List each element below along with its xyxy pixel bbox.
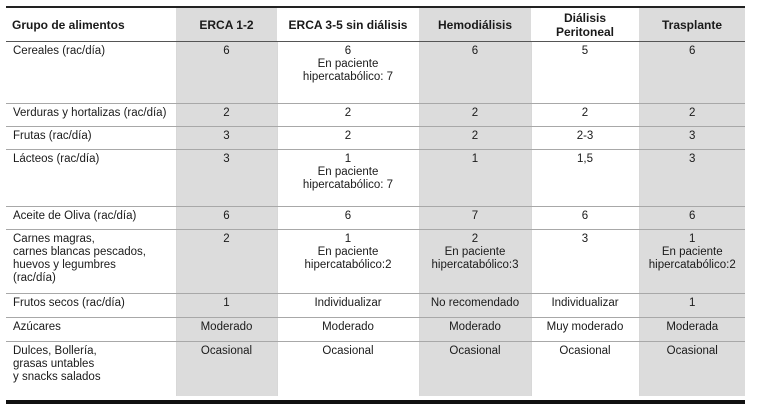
table-cell (419, 230, 531, 294)
cell-line: Individualizar (551, 297, 619, 309)
table-cell (531, 127, 639, 150)
cell-line: 2 (223, 233, 230, 245)
cell-line: Frutos secos (rac/día) (13, 297, 125, 309)
table-cell (531, 207, 639, 230)
table-row (6, 230, 745, 294)
cell-line: Cereales (rac/día) (13, 45, 106, 57)
food-group-label (6, 318, 176, 342)
table-cell (639, 294, 745, 318)
table-cell (277, 294, 419, 318)
table-cell (419, 207, 531, 230)
header-food-group: Grupo de alimentos (6, 8, 176, 42)
table-row (6, 207, 745, 230)
table-cell (176, 318, 277, 342)
cell-line: 6 (471, 45, 479, 57)
table-cell (419, 342, 531, 397)
table-cell (277, 318, 419, 342)
cell-line: Carnes magras, (13, 233, 95, 245)
cell-line: 2 (344, 130, 352, 142)
cell-line: En paciente (317, 166, 379, 178)
table-cell (419, 150, 531, 207)
table-cell (639, 207, 745, 230)
cell-line: 2 (223, 107, 230, 119)
cell-line: Azúcares (13, 321, 61, 333)
table-cell (176, 42, 277, 104)
cell-line: Ocasional (559, 345, 611, 357)
table-cell (277, 207, 419, 230)
table-cell (531, 150, 639, 207)
table-cell (639, 42, 745, 104)
table-row (6, 127, 745, 150)
header-erca-1-2: ERCA 1-2 (176, 8, 277, 42)
cell-line: 2 (471, 233, 479, 245)
cell-line: hipercatabólico:3 (431, 259, 519, 271)
cell-line: Ocasional (200, 345, 253, 357)
cell-line: hipercatabólico:2 (648, 259, 736, 271)
cell-line: Moderada (666, 321, 719, 333)
cell-line: Ocasional (322, 345, 374, 357)
cell-line: 2 (689, 107, 696, 119)
cell-line: En paciente (317, 58, 379, 70)
cell-line: 3 (689, 153, 696, 165)
food-group-label (6, 230, 176, 294)
table-cell (639, 104, 745, 127)
cell-line: hipercatabólico: 7 (302, 179, 394, 191)
cell-line: 1 (471, 153, 479, 165)
table-cell (277, 104, 419, 127)
table-row (6, 150, 745, 207)
table-row (6, 42, 745, 104)
food-group-label (6, 150, 176, 207)
cell-line: 5 (581, 45, 589, 57)
table-row (6, 294, 745, 318)
table-cell (277, 150, 419, 207)
cell-line: 1 (223, 297, 230, 309)
cell-line: 2 (344, 107, 352, 119)
table-cell (639, 230, 745, 294)
cell-line: 6 (223, 210, 230, 222)
food-group-label (6, 127, 176, 150)
table-cell (531, 42, 639, 104)
table-cell (419, 104, 531, 127)
cell-line: Moderado (322, 321, 374, 333)
table-cell (176, 127, 277, 150)
cell-line: En paciente (444, 246, 506, 258)
cell-line: y snacks salados (13, 371, 101, 383)
cell-line: (rac/día) (13, 272, 56, 284)
table-cell (531, 294, 639, 318)
cell-line: 6 (581, 210, 589, 222)
header-row (6, 8, 745, 42)
cell-line: 3 (689, 130, 696, 142)
cell-line: No recomendado (430, 297, 520, 309)
header-trasplante: Trasplante (639, 8, 745, 42)
cell-line: Ocasional (666, 345, 718, 357)
table-cell (531, 104, 639, 127)
table-cell (277, 342, 419, 397)
table-row (6, 342, 745, 397)
cell-line: Frutas (rac/día) (13, 130, 92, 142)
food-group-label (6, 42, 176, 104)
cell-line: 1 (344, 233, 352, 245)
table-cell (639, 127, 745, 150)
cell-line: 1 (689, 233, 696, 245)
cell-line: 2 (471, 130, 479, 142)
cell-line: 6 (344, 45, 352, 57)
cell-line: 6 (344, 210, 352, 222)
table-row (6, 318, 745, 342)
table-cell (531, 342, 639, 397)
cell-line: 6 (689, 45, 696, 57)
cell-line: 3 (223, 153, 230, 165)
table-cell (419, 318, 531, 342)
table-cell (419, 127, 531, 150)
cell-line: 3 (581, 233, 589, 245)
cell-line: En paciente (661, 246, 723, 258)
table-cell (419, 294, 531, 318)
table-cell (639, 150, 745, 207)
cell-line: Lácteos (rac/día) (13, 153, 100, 165)
cell-line: 3 (223, 130, 230, 142)
table-cell (176, 104, 277, 127)
bottom-rule (6, 400, 745, 404)
header-dialisis-peritoneal: Diálisis Peritoneal (531, 8, 639, 42)
cell-line: 2 (581, 107, 589, 119)
food-group-label (6, 342, 176, 397)
food-group-label (6, 104, 176, 127)
cell-line: 2-3 (576, 130, 594, 142)
cell-line: grasas untables (13, 358, 95, 370)
food-group-label (6, 207, 176, 230)
cell-line: Ocasional (449, 345, 501, 357)
cell-line: Verduras y hortalizas (rac/día) (13, 107, 167, 119)
cell-line: 2 (471, 107, 479, 119)
table-row (6, 104, 745, 127)
cell-line: 6 (689, 210, 696, 222)
cell-line: 1 (344, 153, 352, 165)
cell-line: Dulces, Bollería, (13, 345, 97, 357)
table-cell (277, 42, 419, 104)
cell-line: hipercatabólico:2 (304, 259, 392, 271)
diet-table-frame (6, 6, 745, 404)
cell-line: huevos y legumbres (13, 259, 116, 271)
food-group-table (6, 8, 745, 396)
cell-line: hipercatabólico: 7 (302, 71, 394, 83)
header-hemodialisis: Hemodiálisis (419, 8, 531, 42)
table-cell (176, 294, 277, 318)
table-cell (531, 318, 639, 342)
table-cell (531, 230, 639, 294)
cell-line: 6 (223, 45, 230, 57)
table-cell (277, 230, 419, 294)
table-cell (176, 342, 277, 397)
cell-line: 1 (689, 297, 696, 309)
cell-line: Aceite de Oliva (rac/día) (13, 210, 137, 222)
cell-line: Moderado (200, 321, 253, 333)
cell-line: Muy moderado (546, 321, 624, 333)
table-cell (639, 318, 745, 342)
cell-line: 1,5 (577, 153, 593, 165)
cell-line: En paciente (317, 246, 379, 258)
table-cell (176, 230, 277, 294)
cell-line: Moderado (449, 321, 501, 333)
table-cell (176, 150, 277, 207)
table-cell (419, 42, 531, 104)
table-cell (277, 127, 419, 150)
table-cell (176, 207, 277, 230)
food-group-label (6, 294, 176, 318)
header-erca-3-5: ERCA 3-5 sin diálisis (277, 8, 419, 42)
cell-line: 7 (471, 210, 479, 222)
cell-line: carnes blancas pescados, (13, 246, 146, 258)
table-cell (639, 342, 745, 397)
cell-line: Individualizar (314, 297, 382, 309)
